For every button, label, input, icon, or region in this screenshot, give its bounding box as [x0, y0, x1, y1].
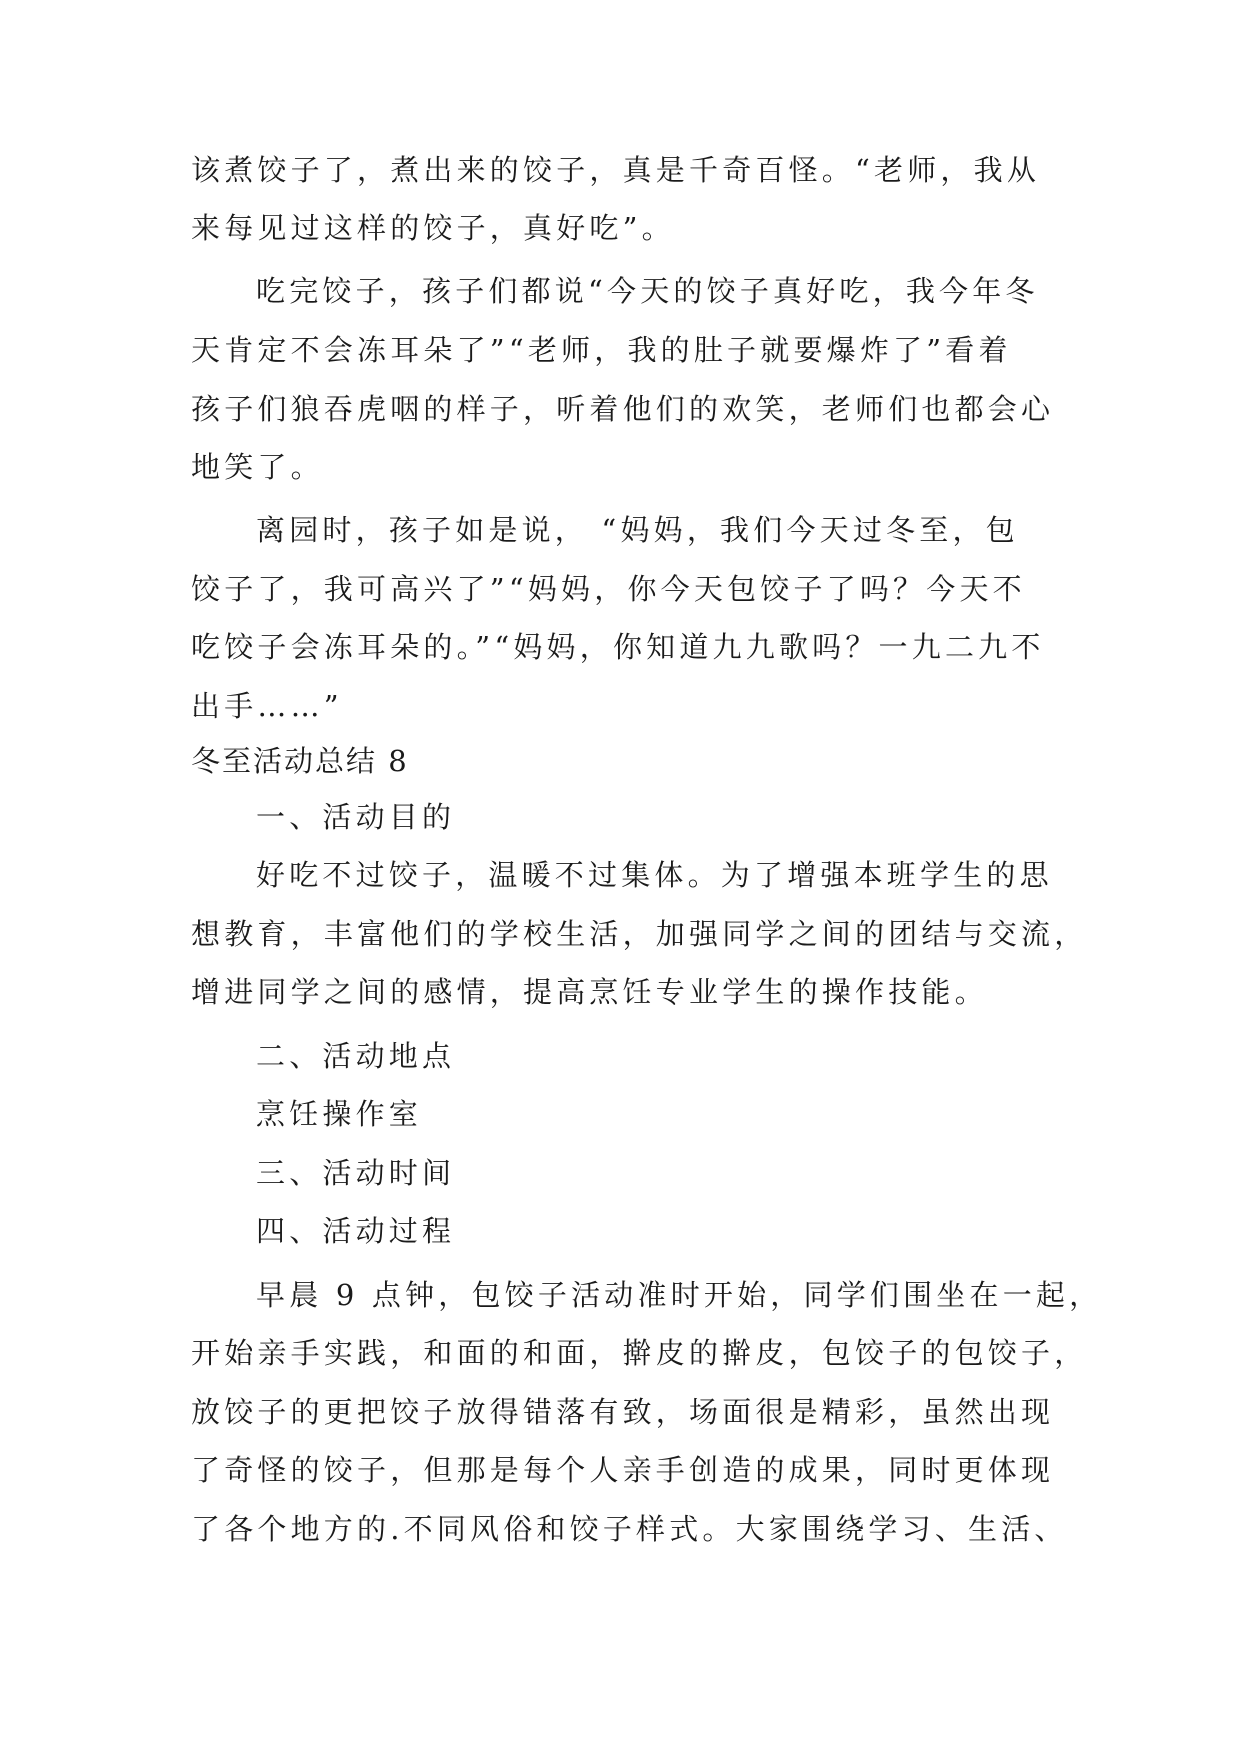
paragraph-line: 增进同学之间的感情，提高烹饪专业学生的操作技能。	[191, 975, 988, 1009]
paragraph-line: 来每见过这样的饺子，真好吃”。	[191, 211, 675, 245]
paragraph-line: 孩子们狼吞虎咽的样子，听着他们的欢笑，老师们也都会心	[191, 392, 1055, 426]
paragraph-line: 离园时，孩子如是说， “妈妈，我们今天过冬至，包	[256, 513, 1019, 547]
paragraph-line: 好吃不过饺子，温暖不过集体。为了增强本班学生的思	[256, 858, 1053, 892]
paragraph-line: 放饺子的更把饺子放得错落有致，场面很是精彩，虽然出现	[191, 1395, 1055, 1429]
subheading: 一、活动目的	[256, 800, 456, 834]
paragraph-line: 吃饺子会冻耳朵的。”“妈妈，你知道九九歌吗？一九二九不	[191, 630, 1045, 664]
subheading: 二、活动地点	[256, 1039, 456, 1073]
paragraph-line: 饺子了，我可高兴了”“妈妈，你今天包饺子了吗？今天不	[191, 572, 1026, 606]
paragraph-line: 开始亲手实践，和面的和面，擀皮的擀皮，包饺子的包饺子，	[191, 1336, 1088, 1370]
subheading: 三、活动时间	[256, 1156, 456, 1190]
paragraph-line: 出手……”	[191, 689, 343, 723]
paragraph-line: 吃完饺子，孩子们都说“今天的饺子真好吃，我今年冬	[256, 274, 1039, 308]
section-title: 冬至活动总结 8	[191, 744, 409, 778]
paragraph-line: 想教育，丰富他们的学校生活，加强同学之间的团结与交流，	[191, 917, 1088, 951]
subheading: 四、活动过程	[256, 1214, 456, 1248]
paragraph-line: 了各个地方的.不同风俗和饺子样式。大家围绕学习、生活、	[191, 1512, 1068, 1546]
paragraph-line: 烹饪操作室	[256, 1097, 423, 1131]
paragraph-line: 该煮饺子了，煮出来的饺子，真是千奇百怪。“老师，我从	[191, 153, 1041, 187]
paragraph-line: 早晨 9 点钟，包饺子活动准时开始，同学们围坐在一起，	[256, 1278, 1103, 1312]
paragraph-line: 了奇怪的饺子，但那是每个人亲手创造的成果，同时更体现	[191, 1453, 1055, 1487]
paragraph-line: 地笑了。	[191, 450, 324, 484]
paragraph-line: 天肯定不会冻耳朵了”“老师，我的肚子就要爆炸了”看着	[191, 333, 1012, 367]
